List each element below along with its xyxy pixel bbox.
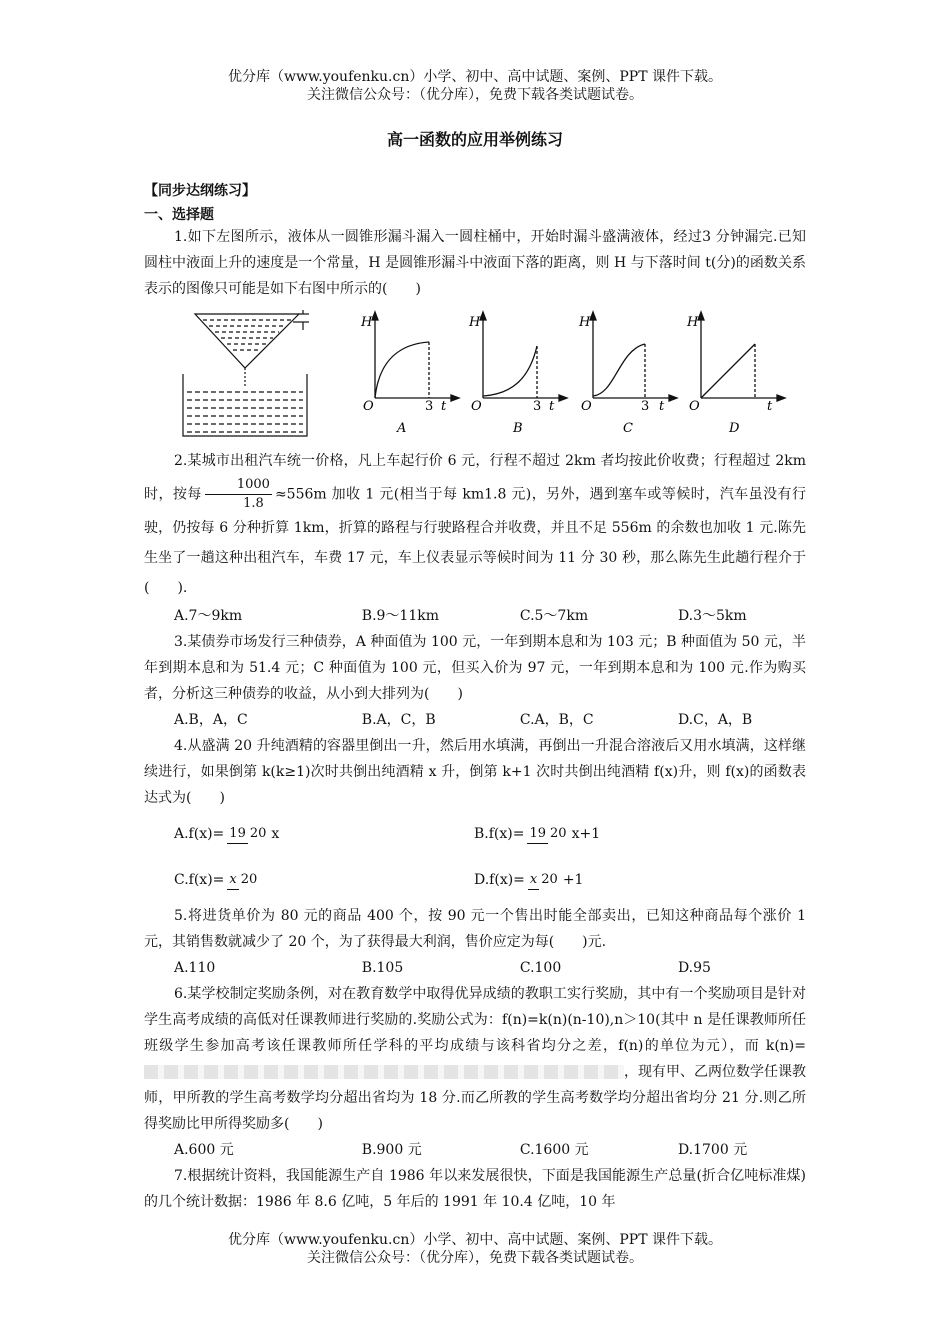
graph-d-label: D xyxy=(729,421,740,436)
q5-option-b[interactable]: B.105 xyxy=(361,960,404,976)
graph-c-3: 3 xyxy=(641,399,650,414)
graph-d-t: t xyxy=(767,399,773,414)
q5-option-d[interactable]: D.95 xyxy=(677,960,711,976)
question-6-text xyxy=(144,981,806,1137)
question-2 xyxy=(144,446,806,1215)
page-title: 高一函数的应用举例练习 xyxy=(386,130,563,149)
question-1 xyxy=(144,224,806,302)
graph-b xyxy=(480,312,567,401)
q2-fraction xyxy=(205,476,272,513)
graph-d xyxy=(698,312,785,401)
header-line-1: 优分库（www.youfenku.cn）小学、初中、高中试题、案例、PPT 课件下载。 xyxy=(227,69,722,85)
q4-option-b[interactable] xyxy=(474,821,600,847)
page-footer xyxy=(0,1231,950,1267)
q4-a-post: x xyxy=(271,826,280,842)
question-3-options xyxy=(144,707,806,733)
q2-frac-den: 1.8 xyxy=(243,496,264,511)
graph-b-t: t xyxy=(549,399,555,414)
q6-option-d[interactable]: D.1700 元 xyxy=(677,1142,748,1158)
q4-a-frac xyxy=(227,825,268,844)
q2-option-c[interactable]: C.5～7km xyxy=(519,608,589,624)
graph-a xyxy=(372,312,459,401)
q6-option-c[interactable]: C.1600 元 xyxy=(519,1142,589,1158)
question-4-options-cd xyxy=(144,857,806,903)
q4-c-den: 20 xyxy=(240,871,258,887)
graph-c xyxy=(590,312,677,401)
question-6-options xyxy=(144,1137,806,1163)
question-5-options xyxy=(144,955,806,981)
q4-d-den: 20 xyxy=(541,871,558,887)
q6-option-b[interactable]: B.900 元 xyxy=(361,1142,422,1158)
graph-b-3: 3 xyxy=(533,399,542,414)
graph-a-h: H xyxy=(361,315,373,330)
q3-option-d[interactable]: D.C，A，B xyxy=(677,712,753,728)
q3-option-a[interactable]: A.B，A，C xyxy=(174,712,248,728)
q4-option-c[interactable] xyxy=(144,867,474,893)
question-2-options xyxy=(144,603,806,629)
q4-d-pre: D.f(x)= xyxy=(474,872,525,888)
section-tag: 【同步达纲练习】 xyxy=(144,183,256,199)
graph-c-label: C xyxy=(623,421,633,436)
q6-option-a[interactable]: A.600 元 xyxy=(174,1142,234,1158)
graph-d-h: H xyxy=(687,315,699,330)
question-1-figures xyxy=(175,310,795,440)
footer-line-2: 关注微信公众号：（优分库），免费下载各类试题试卷。 xyxy=(307,1250,643,1266)
q4-b-num: 19 xyxy=(527,825,548,844)
q6-text-1: 6.某学校制定奖励条例，对在教育数学中取得优异成绩的教职工实行奖励，其中有一个奖励项目是针对学生高考成绩的高低对任课教师进行奖励的.奖励公式为：f(n)=k(n)(n-10),n＞10(其中 n 是任课教师所任班级学生参加高考该任课教师所任学科的平均成绩与该科省均分之差，f(n)的单位为元），而 k(n)= xyxy=(144,986,806,1054)
question-3-text: 3.某债券市场发行三种债券，A 种面值为 100 元，一年到期本息和为 103 元；B 种面值为 50 元，半年到期本息和为 51.4 元；C 种面值为 100 元，但买入价为 97 元，一年到期本息和为 100 元.作为购买者，分析这三种债券的收益，从小到大排列为( ) xyxy=(144,634,806,702)
q4-option-d[interactable] xyxy=(474,867,583,893)
graph-a-t: t xyxy=(441,399,447,414)
q4-b-frac xyxy=(527,825,568,844)
q4-d-num: x xyxy=(528,871,539,890)
q2-option-a[interactable]: A.7～9km xyxy=(174,608,243,624)
q2-part1: 2.某城市出租汽车统一价格，凡上车起行价 6 元，行程不超过 2km 者均按此价收费；行程超过 2km 时，按每 xyxy=(144,453,806,503)
question-7-text: 7.根据统计资料，我国能源生产自 1986 年以来发展很快，下面是我国能源生产总量(折合亿吨标准煤)的几个统计数据：1986 年 8.6 亿吨，5 年后的 1991 年 10.4 亿吨，10 年 xyxy=(144,1168,806,1210)
q4-a-den: 20 xyxy=(249,825,267,841)
graph-b-o: O xyxy=(471,399,482,414)
graph-c-t: t xyxy=(659,399,665,414)
question-4-text: 4.从盛满 20 升纯酒精的容器里倒出一升，然后用水填满，再倒出一升混合溶液后又用水填满，这样继续进行，如果倒第 k(k≥1)次时共倒出纯酒精 x 升，倒第 k+1 次时共倒出纯酒精 f(x)升，则 f(x)的函数表达式为( ) xyxy=(144,738,806,806)
graph-c-h: H xyxy=(579,315,591,330)
q4-d-post: +1 xyxy=(562,872,584,888)
q4-b-pre: B.f(x)= xyxy=(474,826,525,842)
page-header xyxy=(0,68,950,104)
graph-a-o: O xyxy=(363,399,374,414)
q2-frac-num: 1000 xyxy=(205,476,272,495)
q4-c-num: x xyxy=(227,871,238,890)
q6-blurred-formula xyxy=(144,1065,624,1079)
question-1-text: 1.如下左图所示，液体从一圆锥形漏斗漏入一圆柱桶中，开始时漏斗盛满液体，经过3 分钟漏完.已知圆柱中液面上升的速度是一个常量，H 是圆锥形漏斗中液面下落的距离，则 H 与下落时间 t(分)的函数关系表示的图像只可能是如下右图中所示的( ) xyxy=(144,229,806,297)
graph-b-h: H xyxy=(469,315,481,330)
q4-a-pre: A.f(x)= xyxy=(174,826,225,842)
q6-text-2: ，现有甲、乙两位数学任课教师，甲所教的学生高考数学均分超出省均为 18 分.而乙所教的学生高考数学均分超出省均分 21 分.则乙所得奖励比甲所得奖励多( ) xyxy=(144,1064,806,1132)
q5-option-a[interactable]: A.110 xyxy=(174,960,216,976)
graph-a-label: A xyxy=(397,421,407,436)
question-2-text xyxy=(144,446,806,603)
graph-a-3: 3 xyxy=(425,399,434,414)
section-heading: 一、选择题 xyxy=(144,207,214,223)
q3-option-c[interactable]: C.A，B，C xyxy=(519,712,594,728)
q5-option-c[interactable]: C.100 xyxy=(519,960,562,976)
q4-c-frac xyxy=(227,871,259,890)
q4-option-a[interactable] xyxy=(144,821,474,847)
q2-option-b[interactable]: B.9～11km xyxy=(361,608,439,624)
funnel-diagram xyxy=(183,310,309,436)
q2-part2: ≈556m 加收 1 元(相当于每 km1.8 元)，另外，遇到塞车或等候时，汽车虽没有行驶，仍按每 6 分种折算 1km，折算的路程与行驶路程合并收费，并且不足 556m 的余数也加收 1 元.陈先生坐了一趟这种出租汽车，车费 17 元，车上仪表显示等候时间为 11 分 30 秒，那么陈先生此趟行程介于( ). xyxy=(144,486,807,596)
question-5-text: 5.将进货单价为 80 元的商品 400 个，按 90 元一个售出时能全部卖出，已知这种商品每个涨价 1 元，其销售数就减少了 20 个，为了获得最大利润，售价应定为每( )元. xyxy=(144,908,806,950)
graph-c-o: O xyxy=(581,399,592,414)
q3-option-b[interactable]: B.A，C，B xyxy=(361,712,436,728)
q4-a-num: 19 xyxy=(227,825,248,844)
graph-b-label: B xyxy=(513,421,523,436)
footer-line-1: 优分库（www.youfenku.cn）小学、初中、高中试题、案例、PPT 课件下载。 xyxy=(227,1232,722,1248)
q2-option-d[interactable]: D.3～5km xyxy=(677,608,747,624)
q4-c-pre: C.f(x)= xyxy=(174,872,225,888)
q4-d-frac xyxy=(528,871,560,890)
graph-d-o: O xyxy=(689,399,700,414)
header-line-2: 关注微信公众号：（优分库），免费下载各类试题试卷。 xyxy=(307,87,643,103)
q4-b-den: 20 xyxy=(550,825,567,841)
q4-b-post: x+1 xyxy=(571,826,601,842)
question-4-options-ab xyxy=(144,811,806,857)
